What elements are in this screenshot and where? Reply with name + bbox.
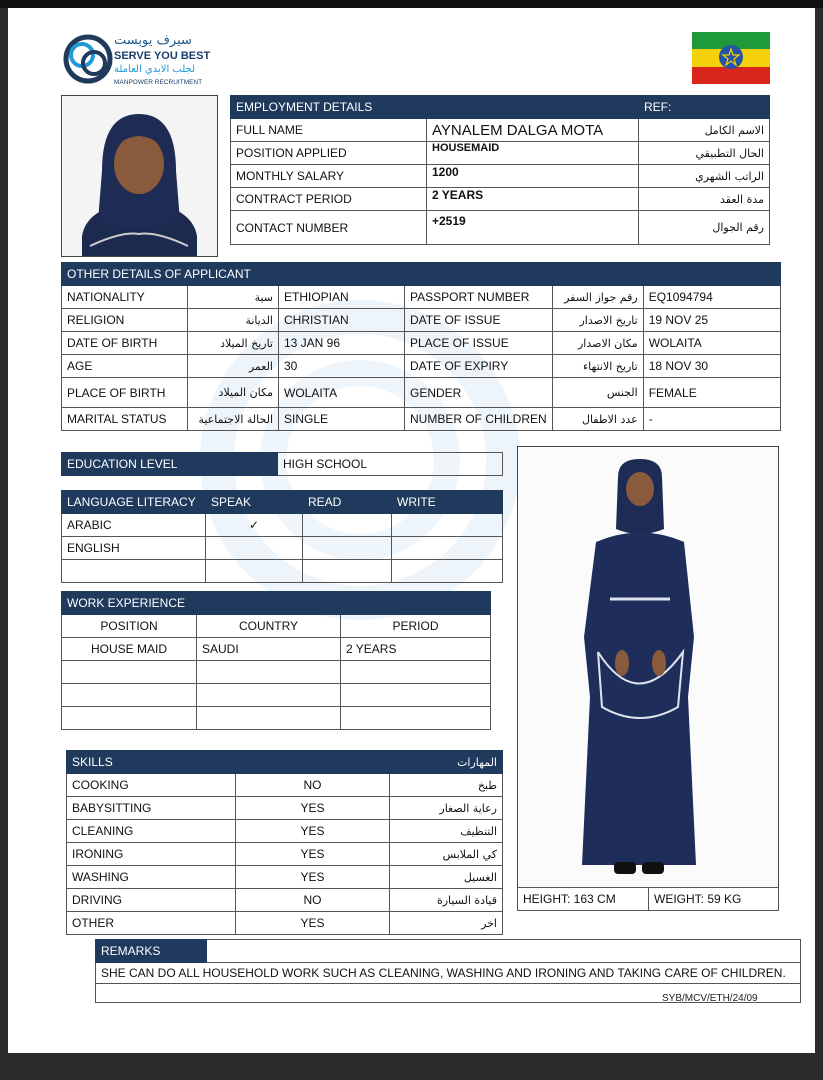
work-position: HOUSE MAID (62, 638, 197, 661)
check-icon: ✓ (206, 514, 303, 537)
date-of-birth-arabic: تاريخ الميلاد (188, 332, 279, 355)
table-row (62, 514, 503, 537)
full-name-label: FULL NAME (231, 119, 427, 142)
speak-header: SPEAK (206, 491, 303, 514)
skill-name: IRONING (67, 843, 236, 866)
table-row (67, 820, 503, 843)
skill-name: OTHER (67, 912, 236, 935)
read-value (303, 537, 392, 560)
passport-number-value: EQ1094794 (643, 286, 780, 309)
date-of-issue-label: DATE OF ISSUE (405, 309, 553, 332)
marital-status-label: MARITAL STATUS (62, 408, 188, 431)
language-name: ARABIC (62, 514, 206, 537)
marital-status-arabic: الحالة الاجتماعية (188, 408, 279, 431)
skill-arabic: التنظيف (390, 820, 503, 843)
skill-value: YES (236, 866, 390, 889)
monthly-salary-arabic: الراتب الشهري (639, 165, 770, 188)
skill-value: NO (236, 774, 390, 797)
country-header: COUNTRY (197, 615, 341, 638)
gender-value: FEMALE (643, 378, 780, 408)
work-experience-title: WORK EXPERIENCE (62, 592, 491, 615)
religion-value: CHRISTIAN (279, 309, 405, 332)
date-of-issue-value: 19 NOV 25 (643, 309, 780, 332)
serve-you-best-logo-icon (62, 33, 114, 85)
table-row (67, 797, 503, 820)
skills-title-arabic: المهارات (390, 751, 503, 774)
age-arabic: العمر (188, 355, 279, 378)
language-table (61, 490, 503, 583)
table-row (62, 684, 491, 707)
skill-name: WASHING (67, 866, 236, 889)
brand-arabic-tagline: لجلب الايدي العاملة (114, 64, 196, 75)
work-position (62, 707, 197, 730)
skill-arabic: رعاية الصغار (390, 797, 503, 820)
table-row (62, 537, 503, 560)
table-row (62, 286, 781, 309)
skill-arabic: اخر (390, 912, 503, 935)
work-country: SAUDI (197, 638, 341, 661)
language-header: LANGUAGE LITERACY (62, 491, 206, 514)
table-row (62, 638, 491, 661)
read-value (303, 514, 392, 537)
table-row (62, 355, 781, 378)
brand-logo (62, 33, 222, 93)
nationality-label: NATIONALITY (62, 286, 188, 309)
remarks-text: SHE CAN DO ALL HOUSEHOLD WORK SUCH AS CLEANING, WASHING AND IRONING AND TAKING CARE OF CHILDREN. (96, 963, 801, 984)
skill-arabic: طبخ (390, 774, 503, 797)
employment-title: EMPLOYMENT DETAILS (231, 96, 639, 119)
table-row (62, 378, 781, 408)
contact-number-arabic: رقم الجوال (639, 211, 770, 245)
weight-value: WEIGHT: 59 KG (649, 888, 779, 911)
body-measurements-table (517, 887, 779, 911)
skill-arabic: قيادة السيارة (390, 889, 503, 912)
write-value (392, 514, 503, 537)
write-value (392, 560, 503, 583)
other-details-title: OTHER DETAILS OF APPLICANT (62, 263, 405, 286)
skills-table (66, 750, 503, 935)
height-value: HEIGHT: 163 CM (518, 888, 649, 911)
brand-arabic-name: سيرف يوبست (114, 33, 192, 48)
table-row (67, 866, 503, 889)
gender-label: GENDER (405, 378, 553, 408)
work-period (341, 707, 491, 730)
skill-arabic: الغسيل (390, 866, 503, 889)
table-row (67, 843, 503, 866)
table-row (67, 774, 503, 797)
work-experience-table (61, 591, 491, 730)
ref-label: REF: (639, 96, 770, 119)
work-country (197, 707, 341, 730)
flag-emblem (719, 45, 743, 69)
read-header: READ (303, 491, 392, 514)
skill-arabic: كي الملابس (390, 843, 503, 866)
employment-details-table (230, 95, 770, 245)
other-details-table (61, 262, 781, 431)
age-value: 30 (279, 355, 405, 378)
table-row (62, 332, 781, 355)
skill-name: BABYSITTING (67, 797, 236, 820)
read-value (303, 560, 392, 583)
date-of-birth-label: DATE OF BIRTH (62, 332, 188, 355)
date-of-expiry-arabic: تاريخ الانتهاء (552, 355, 643, 378)
skill-name: DRIVING (67, 889, 236, 912)
top-bar (0, 0, 823, 8)
education-label: EDUCATION LEVEL (62, 453, 278, 476)
skills-title: SKILLS (67, 751, 390, 774)
place-of-issue-label: PLACE OF ISSUE (405, 332, 553, 355)
table-row (62, 408, 781, 431)
skill-name: COOKING (67, 774, 236, 797)
contract-period-value: 2 YEARS (427, 188, 639, 211)
skill-value: YES (236, 843, 390, 866)
work-period (341, 684, 491, 707)
footer-code: SYB/MCV/ETH/24/09 (662, 993, 758, 1004)
language-name (62, 560, 206, 583)
position-header: POSITION (62, 615, 197, 638)
table-row (62, 661, 491, 684)
skill-value: YES (236, 820, 390, 843)
place-of-birth-label: PLACE OF BIRTH (62, 378, 188, 408)
speak-value (206, 537, 303, 560)
table-row (67, 889, 503, 912)
remarks-title: REMARKS (96, 940, 207, 963)
gender-arabic: الجنس (552, 378, 643, 408)
religion-arabic: الديانة (188, 309, 279, 332)
skill-name: CLEANING (67, 820, 236, 843)
nationality-value: ETHIOPIAN (279, 286, 405, 309)
nationality-arabic: سية (188, 286, 279, 309)
passport-number-arabic: رقم جواز السفر (552, 286, 643, 309)
number-of-children-value: - (643, 408, 780, 431)
full-name-arabic: الاسم الكامل (639, 119, 770, 142)
place-of-issue-arabic: مكان الاصدار (552, 332, 643, 355)
date-of-birth-value: 13 JAN 96 (279, 332, 405, 355)
monthly-salary-value: 1200 (427, 165, 639, 188)
contact-number-label: CONTACT NUMBER (231, 211, 427, 245)
position-applied-arabic: الحال التطبيقي (639, 142, 770, 165)
date-of-issue-arabic: تاريخ الاصدار (552, 309, 643, 332)
skill-value: YES (236, 797, 390, 820)
education-value: HIGH SCHOOL (278, 453, 503, 476)
place-of-birth-value: WOLAITA (279, 378, 405, 408)
work-period (341, 661, 491, 684)
skill-value: NO (236, 889, 390, 912)
table-row (62, 707, 491, 730)
religion-label: RELIGION (62, 309, 188, 332)
ethiopia-flag-icon (692, 32, 770, 84)
contact-number-value: +2519 (427, 211, 639, 245)
period-header: PERIOD (341, 615, 491, 638)
position-applied-value: HOUSEMAID (427, 142, 639, 165)
marital-status-value: SINGLE (279, 408, 405, 431)
monthly-salary-label: MONTHLY SALARY (231, 165, 427, 188)
speak-value (206, 560, 303, 583)
applicant-portrait-photo (61, 95, 218, 257)
work-period: 2 YEARS (341, 638, 491, 661)
work-country (197, 661, 341, 684)
date-of-expiry-label: DATE OF EXPIRY (405, 355, 553, 378)
table-row (62, 309, 781, 332)
contract-period-label: CONTRACT PERIOD (231, 188, 427, 211)
full-name-value: AYNALEM DALGA MOTA (427, 119, 639, 142)
work-position (62, 661, 197, 684)
passport-number-label: PASSPORT NUMBER (405, 286, 553, 309)
date-of-expiry-value: 18 NOV 30 (643, 355, 780, 378)
table-row (62, 560, 503, 583)
place-of-issue-value: WOLAITA (643, 332, 780, 355)
write-header: WRITE (392, 491, 503, 514)
table-row (67, 912, 503, 935)
brand-english-name: SERVE YOU BEST (114, 50, 211, 62)
education-table (61, 452, 503, 476)
age-label: AGE (62, 355, 188, 378)
write-value (392, 537, 503, 560)
place-of-birth-arabic: مكان الميلاد (188, 378, 279, 408)
applicant-full-body-photo (517, 446, 779, 888)
position-applied-label: POSITION APPLIED (231, 142, 427, 165)
number-of-children-label: NUMBER OF CHILDREN (405, 408, 553, 431)
work-position (62, 684, 197, 707)
language-name: ENGLISH (62, 537, 206, 560)
work-country (197, 684, 341, 707)
skill-value: YES (236, 912, 390, 935)
number-of-children-arabic: عدد الاطفال (552, 408, 643, 431)
brand-tagline: MANPOWER RECRUITMENT (114, 79, 203, 86)
contract-period-arabic: مدة العقد (639, 188, 770, 211)
